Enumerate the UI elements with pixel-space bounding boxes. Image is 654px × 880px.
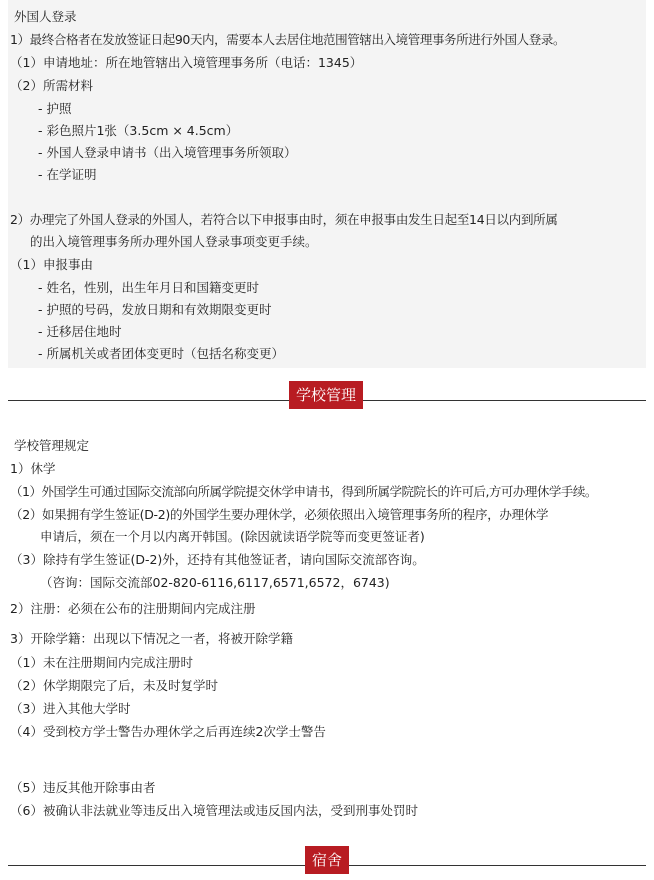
- heading: 1）休学: [10, 461, 56, 476]
- sub-item: - 迁移居住地时: [38, 324, 122, 339]
- section-title: 学校管理规定: [14, 438, 90, 453]
- list-item: 申请后，须在一个月以内离开韩国。(除因就读语学院等而变更签证者): [40, 529, 425, 544]
- sub-item: - 护照的号码，发放日期和有效期限变更时: [38, 302, 272, 317]
- section-banner-dormitory: 宿舍: [305, 846, 349, 874]
- list-item: （3）除持有学生签证(D-2)外，还持有其他签证者，请向国际交流部咨询。: [10, 552, 425, 567]
- list-item: （1）外国学生可通过国际交流部向所属学院提交休学申请书，得到所属学院院长的许可后,方可办理休学手续。: [10, 484, 597, 499]
- section-title: 外国人登录: [14, 9, 77, 24]
- paragraph: 的出入境管理事务所办理外国人登录事项变更手续。: [30, 234, 318, 249]
- list-item: （1）申请地址：所在地管辖出入境管理事务所（电话：1345）: [10, 55, 363, 70]
- sub-item: - 在学证明: [38, 167, 97, 182]
- sub-item: - 外国人登录申请书（出入境管理事务所领取）: [38, 145, 297, 160]
- list-item: （2）休学期限完了后，未及时复学时: [10, 678, 218, 693]
- list-item: （2）如果拥有学生签证(D-2)的外国学生要办理休学，必须依照出入境管理事务所的程序，办理休学: [10, 507, 549, 522]
- list-item: （1）申报事由: [10, 257, 93, 272]
- list-item: （5）违反其他开除事由者: [10, 780, 156, 795]
- contact-note: （咨询：国际交流部02-820-6116,6117,6571,6572，6743): [40, 575, 390, 590]
- sub-item: - 姓名，性别，出生年月日和国籍变更时: [38, 280, 259, 295]
- list-item: （1）未在注册期间内完成注册时: [10, 655, 193, 670]
- section-banner-school-management: 学校管理: [289, 381, 363, 409]
- paragraph: 2）办理完了外国人登录的外国人，若符合以下申报事由时，须在申报事由发生日起至14日以内到所属: [10, 212, 558, 227]
- paragraph: 1）最终合格者在发放签证日起90天内，需要本人去居住地范围管辖出入境管理事务所进行外国人登录。: [10, 32, 566, 47]
- list-item: （2）所需材料: [10, 78, 93, 93]
- heading: 3）开除学籍：出现以下情况之一者，将被开除学籍: [10, 631, 293, 646]
- sub-item: - 所属机关或者团体变更时（包括名称变更）: [38, 346, 284, 361]
- heading: 2）注册：必须在公布的注册期间内完成注册: [10, 601, 256, 616]
- list-item: （6）被确认非法就业等违反出入境管理法或违反国内法，受到刑事处罚时: [10, 803, 418, 818]
- list-item: （4）受到校方学士警告办理休学之后再连续2次学士警告: [10, 724, 326, 739]
- sub-item: - 彩色照片1张（3.5cm × 4.5cm）: [38, 123, 239, 138]
- list-item: （3）进入其他大学时: [10, 701, 131, 716]
- sub-item: - 护照: [38, 101, 72, 116]
